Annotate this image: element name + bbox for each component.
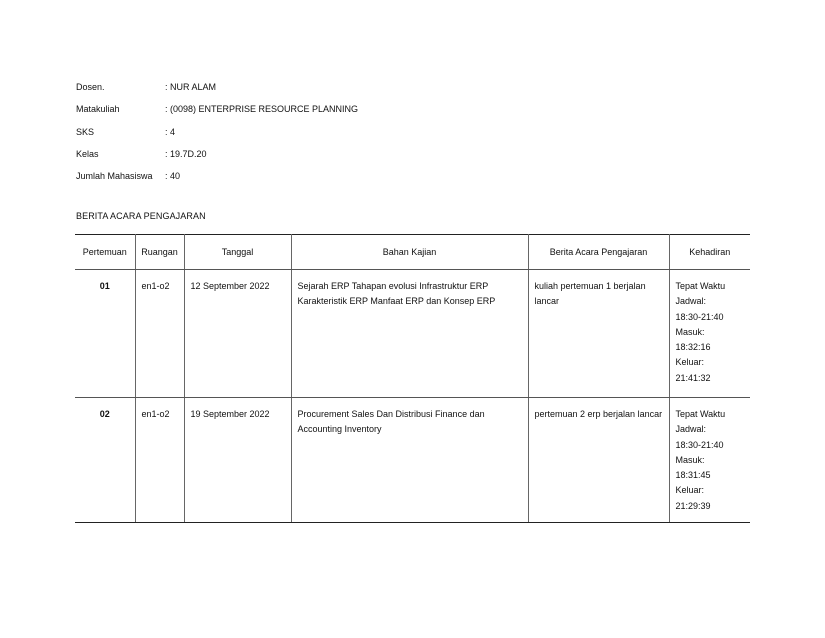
cell-berita-acara: kuliah pertemuan 1 berjalan lancar — [528, 270, 669, 398]
berita-acara-table — [75, 234, 750, 523]
kehadiran-status: Tepat Waktu — [675, 281, 726, 291]
cell-pertemuan: 02 — [75, 398, 135, 523]
info-value: : 19.7D.20 — [165, 149, 207, 160]
info-value: : 40 — [165, 171, 181, 182]
kehadiran-jadwal: 18:30-21:40 — [675, 311, 724, 322]
cell-tanggal: 12 September 2022 — [184, 270, 291, 398]
info-value: : NUR ALAM — [165, 82, 217, 93]
cell-kehadiran — [669, 270, 750, 398]
cell-pertemuan: 01 — [75, 270, 135, 398]
info-value: : 4 — [165, 126, 176, 137]
table-header-row — [75, 235, 750, 270]
info-label: Jumlah Mahasiswa — [76, 171, 153, 182]
kehadiran-keluar: 21:29:39 — [675, 500, 711, 511]
info-value: : (0098) ENTERPRISE RESOURCE PLANNING — [165, 104, 359, 115]
cell-bahan-kajian: Procurement Sales Dan Distribusi Finance dan Accounting Inventory — [291, 398, 528, 523]
cell-ruangan: en1-o2 — [135, 270, 184, 398]
table-row — [75, 270, 750, 398]
cell-bahan-kajian: Sejarah ERP Tahapan evolusi Infrastruktur ERP Karakteristik ERP Manfaat ERP dan Konsep ERP — [291, 270, 528, 398]
kehadiran-keluar-label: Keluar: — [675, 485, 705, 496]
info-row-dosen — [76, 76, 358, 98]
kehadiran-masuk: 18:32:16 — [675, 342, 711, 353]
header-pertemuan: Pertemuan — [75, 235, 135, 270]
header-tanggal: Tanggal — [184, 235, 291, 270]
header-ruangan: Ruangan — [135, 235, 184, 270]
info-label: Matakuliah — [76, 104, 120, 115]
header-berita-acara: Berita Acara Pengajaran — [528, 235, 669, 270]
header-kehadiran: Kehadiran — [669, 235, 750, 270]
section-title: BERITA ACARA PENGAJARAN — [76, 211, 206, 221]
info-label: Kelas — [76, 149, 99, 160]
info-row-kelas — [76, 143, 358, 165]
info-label: Dosen. — [76, 82, 105, 93]
kehadiran-masuk: 18:31:45 — [675, 470, 711, 481]
cell-berita-acara: pertemuan 2 erp berjalan lancar — [528, 398, 669, 523]
kehadiran-keluar: 21:41:32 — [675, 372, 711, 383]
table-row — [75, 398, 750, 523]
kehadiran-masuk-label: Masuk: — [675, 454, 705, 465]
kehadiran-jadwal: 18:30-21:40 — [675, 439, 724, 450]
info-label: SKS — [76, 126, 95, 137]
kehadiran-jadwal-label: Jadwal: — [675, 424, 707, 435]
cell-kehadiran — [669, 398, 750, 523]
kehadiran-status: Tepat Waktu — [675, 409, 726, 419]
kehadiran-keluar-label: Keluar: — [675, 357, 705, 368]
course-info — [76, 76, 358, 187]
cell-ruangan: en1-o2 — [135, 398, 184, 523]
info-row-matakuliah — [76, 98, 358, 120]
info-row-sks — [76, 121, 358, 143]
kehadiran-masuk-label: Masuk: — [675, 326, 705, 337]
info-row-jumlah-mahasiswa — [76, 165, 358, 187]
kehadiran-jadwal-label: Jadwal: — [675, 296, 707, 307]
header-bahan-kajian: Bahan Kajian — [291, 235, 528, 270]
cell-tanggal: 19 September 2022 — [184, 398, 291, 523]
